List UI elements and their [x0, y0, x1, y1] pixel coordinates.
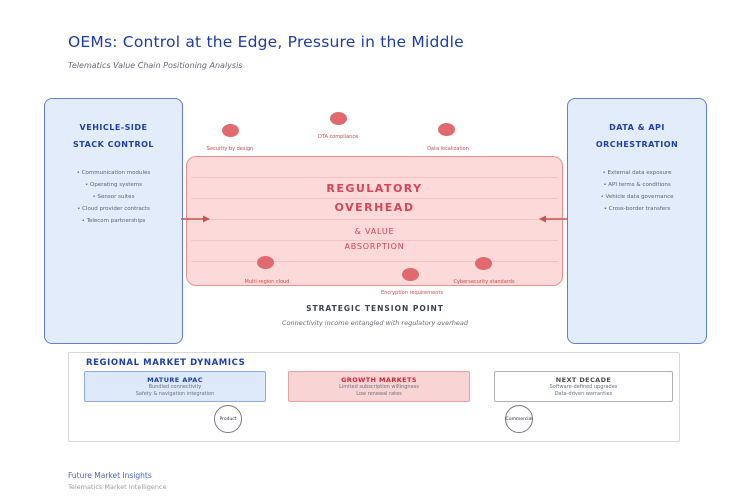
commercial-badge: Commercial	[505, 405, 533, 433]
gridline	[191, 177, 558, 178]
pressure-label: OTA compliance	[317, 134, 359, 140]
list-item: • Operating systems	[45, 179, 182, 191]
panel-title-line: DATA & API	[609, 123, 665, 132]
footer-brand: Future Market Insights	[68, 471, 152, 480]
pressure-dot-icon	[330, 112, 347, 125]
list-item: • External data exposure	[568, 167, 706, 179]
vehicle-side-panel-items	[45, 167, 182, 227]
pressure-label: Multi-region cloud	[244, 279, 290, 285]
tension-point-title: STRATEGIC TENSION POINT	[306, 304, 444, 313]
card-title: NEXT DECADE	[555, 376, 612, 384]
list-item: • Communication modules	[45, 167, 182, 179]
list-item: • Telecom partnerships	[45, 215, 182, 227]
vehicle-side-panel-title	[45, 99, 182, 153]
data-api-panel-title	[568, 99, 706, 153]
overhead-label: OVERHEAD	[334, 201, 415, 214]
card-line: Limited subscription willingness	[339, 384, 419, 390]
card-line: Low renewal rates	[356, 391, 402, 397]
list-item: • Sensor suites	[45, 191, 182, 203]
regulatory-label: REGULATORY	[326, 182, 423, 195]
pressure-label: Cybersecurity standards	[453, 279, 515, 285]
tension-point-subtitle: Connectivity income entangled with regulatory overhead	[282, 319, 468, 327]
pressure-dot-icon	[475, 257, 492, 270]
pressure-dot-icon	[257, 256, 274, 269]
pressure-dot-icon	[222, 124, 239, 137]
page-title: OEMs: Control at the Edge, Pressure in the Middle	[68, 33, 464, 51]
card-title: MATURE APAC	[147, 376, 203, 384]
page-subtitle: Telematics Value Chain Positioning Analysis	[68, 61, 243, 70]
card-growth-markets	[288, 371, 470, 402]
gridline	[191, 198, 558, 199]
footer-tagline: Telematics Market Intelligence	[68, 483, 167, 491]
gridline	[191, 240, 558, 241]
card-line: Software-defined upgrades	[549, 384, 618, 390]
absorption-label: ABSORPTION	[344, 242, 405, 251]
list-item: • Vehicle data governance	[568, 191, 706, 203]
pressure-dot-icon	[402, 268, 419, 281]
value-label: & VALUE	[354, 227, 395, 236]
panel-title-line: ORCHESTRATION	[595, 140, 679, 149]
panel-title-line: STACK CONTROL	[72, 140, 155, 149]
card-line: Safety & navigation integration	[135, 391, 215, 397]
regional-dynamics-title: REGIONAL MARKET DYNAMICS	[86, 358, 246, 368]
pressure-dot-icon	[438, 123, 455, 136]
list-item: • Cross-border transfers	[568, 203, 706, 215]
gridline	[191, 219, 558, 220]
vehicle-side-panel	[44, 98, 183, 344]
data-api-panel	[567, 98, 707, 344]
panel-title-line: VEHICLE-SIDE	[79, 123, 148, 132]
pressure-label: Security by design	[206, 146, 254, 152]
card-next-decade	[494, 371, 673, 402]
regulatory-overhead-box	[186, 156, 563, 286]
pressure-label: Encryption requirements	[381, 290, 443, 296]
card-line: Data-driven warranties	[554, 391, 613, 397]
product-badge: Product	[214, 405, 242, 433]
list-item: • API terms & conditions	[568, 179, 706, 191]
card-line: Bundled connectivity	[148, 384, 202, 390]
card-mature-apac	[84, 371, 266, 402]
gridline	[191, 261, 558, 262]
list-item: • Cloud provider contracts	[45, 203, 182, 215]
card-title: GROWTH MARKETS	[341, 376, 417, 384]
pressure-label: Data localization	[427, 146, 469, 152]
data-api-panel-items	[568, 167, 706, 215]
